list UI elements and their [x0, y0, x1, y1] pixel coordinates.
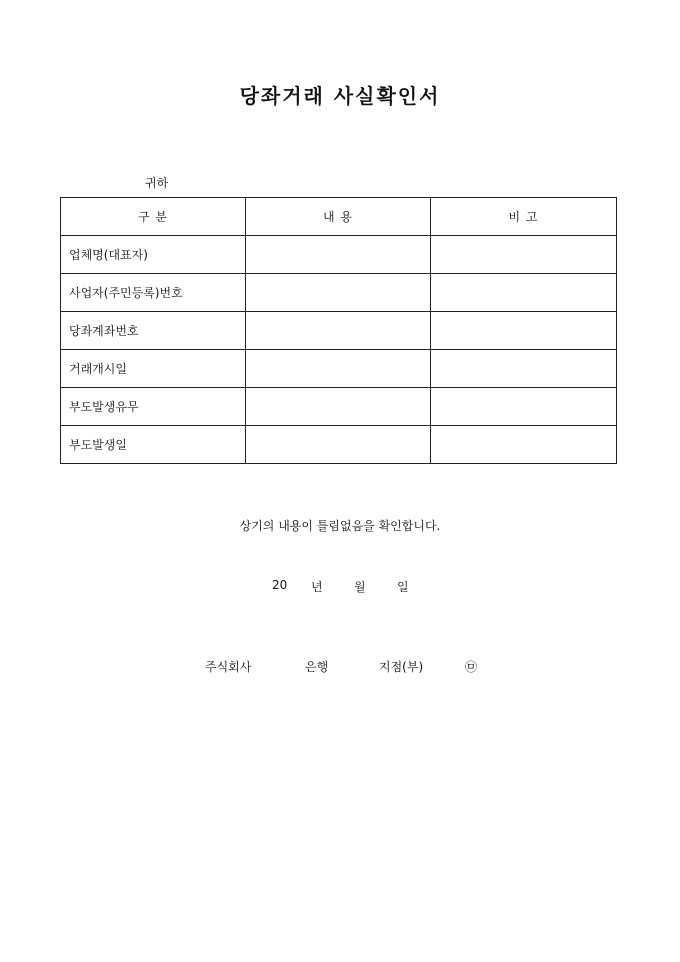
content-cell[interactable]	[246, 236, 431, 274]
document-title: 당좌거래 사실확인서	[239, 84, 441, 108]
header-content: 내 용	[246, 198, 431, 236]
content-cell[interactable]	[246, 388, 431, 426]
header-remarks: 비 고	[431, 198, 617, 236]
table-row	[61, 236, 617, 274]
confirmation-statement: 상기의 내용이 틀림없음을 확인합니다.	[239, 519, 441, 533]
remarks-cell[interactable]	[431, 426, 617, 464]
bank-label: 은행	[305, 660, 329, 674]
content-cell[interactable]	[246, 274, 431, 312]
table-row	[61, 388, 617, 426]
confirmation-table	[60, 197, 617, 464]
row-label-account-number: 당좌계좌번호	[61, 312, 246, 350]
content-cell[interactable]	[246, 426, 431, 464]
remarks-cell[interactable]	[431, 350, 617, 388]
table-header-row	[61, 198, 617, 236]
remarks-cell[interactable]	[431, 236, 617, 274]
date-day-label: 일	[397, 580, 409, 594]
row-label-registration-number: 사업자(주민등록)번호	[61, 274, 246, 312]
row-label-start-date: 거래개시일	[61, 350, 246, 388]
date-year-prefix: 20	[272, 578, 288, 592]
date-year-label: 년	[311, 580, 323, 594]
company-label: 주식회사	[205, 660, 252, 674]
row-label-company: 업체명(대표자)	[61, 236, 246, 274]
remarks-cell[interactable]	[431, 388, 617, 426]
table-row	[61, 350, 617, 388]
content-cell[interactable]	[246, 350, 431, 388]
addressee-label: 귀하	[145, 176, 169, 190]
branch-label: 지점(부)	[379, 660, 424, 674]
remarks-cell[interactable]	[431, 312, 617, 350]
seal-icon: ㉤	[465, 660, 478, 674]
content-cell[interactable]	[246, 312, 431, 350]
date-month-label: 월	[354, 580, 366, 594]
remarks-cell[interactable]	[431, 274, 617, 312]
table-row	[61, 312, 617, 350]
header-category: 구 분	[61, 198, 246, 236]
table-row	[61, 426, 617, 464]
row-label-default-date: 부도발생일	[61, 426, 246, 464]
table-row	[61, 274, 617, 312]
row-label-default-status: 부도발생유무	[61, 388, 246, 426]
